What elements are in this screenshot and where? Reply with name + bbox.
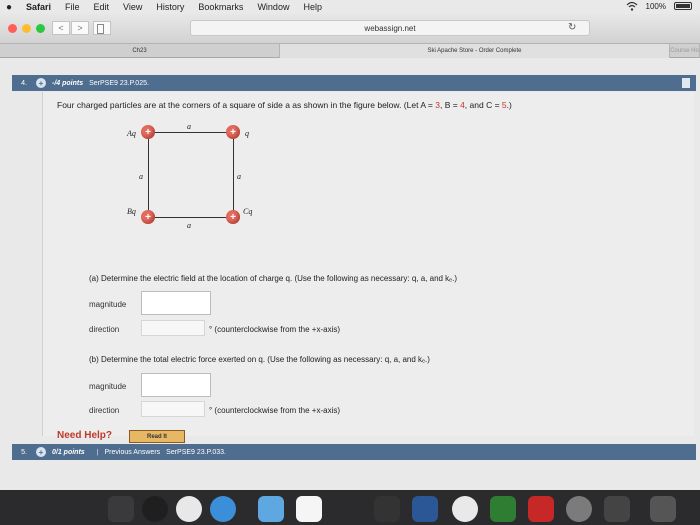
itunes-icon[interactable]: [528, 496, 554, 522]
menu-safari[interactable]: Safari: [26, 2, 52, 12]
part-a-magnitude-label: magnitude: [89, 300, 127, 309]
charge-label-q: q: [245, 129, 249, 138]
system-preferences-icon[interactable]: [566, 496, 592, 522]
question-points: -/4 points: [52, 79, 84, 87]
menu-history[interactable]: History: [156, 2, 185, 12]
side-label-left: a: [139, 172, 143, 181]
question-number: 4.: [21, 79, 27, 87]
menu-view[interactable]: View: [123, 2, 143, 12]
close-window-button[interactable]: [8, 24, 17, 33]
mail-icon[interactable]: [258, 496, 284, 522]
menu-bookmarks[interactable]: Bookmarks: [198, 2, 244, 12]
browser-toolbar: [0, 14, 700, 44]
messages-icon[interactable]: [490, 496, 516, 522]
menu-bar: [0, 0, 700, 14]
wifi-icon[interactable]: [626, 1, 638, 11]
charge-square-diagram: [123, 120, 253, 250]
menu-edit[interactable]: Edit: [93, 2, 110, 12]
square-left-edge: [148, 132, 149, 218]
part-a-direction-unit: ° (counterclockwise from the +x-axis): [209, 325, 341, 334]
expand-plus-icon[interactable]: +: [36, 447, 46, 457]
address-bar[interactable]: [190, 20, 590, 36]
charge-bottom-left: +: [141, 210, 155, 224]
dock: [0, 490, 700, 525]
reload-icon[interactable]: ↻: [568, 22, 577, 33]
word-icon[interactable]: [412, 496, 438, 522]
part-a-magnitude-input[interactable]: [141, 291, 211, 315]
charge-label-bq: Bq: [127, 207, 136, 216]
steam-icon[interactable]: [604, 496, 630, 522]
bookmark-icon[interactable]: [682, 78, 690, 88]
battery-percent: 100%: [645, 1, 666, 11]
part-b-magnitude-input[interactable]: [141, 373, 211, 397]
square-top-edge: [148, 132, 234, 133]
menu-file[interactable]: File: [65, 2, 80, 12]
prompt-text: , and C =: [464, 100, 502, 110]
tab-label: Course Ho: [670, 48, 699, 54]
battery-icon[interactable]: [674, 2, 692, 10]
finder-icon[interactable]: [108, 496, 134, 522]
side-label-bottom: a: [187, 221, 191, 230]
url-text: webassign.net: [364, 23, 416, 33]
square-bottom-edge: [148, 217, 234, 218]
part-b-direction-label: direction: [89, 406, 120, 415]
onenote-icon[interactable]: [374, 496, 400, 522]
webassign-page: [0, 58, 700, 490]
question-points: 0/1 points: [52, 448, 85, 456]
expand-plus-icon[interactable]: +: [36, 78, 46, 88]
tab-ski-apache[interactable]: [280, 44, 670, 58]
need-help-label: Need Help?: [57, 430, 113, 441]
part-a-text: (a) Determine the electric field at the location of charge q. (Use the following as necessary: q, a, and kₑ.): [89, 274, 458, 283]
menu-window[interactable]: Window: [257, 2, 290, 12]
part-b-direction-input[interactable]: [141, 401, 205, 417]
launchpad-icon[interactable]: [142, 496, 168, 522]
square-right-edge: [233, 132, 234, 218]
part-b-magnitude-label: magnitude: [89, 382, 127, 391]
charge-label-cq: Cq: [243, 207, 253, 216]
menu-help[interactable]: Help: [303, 2, 322, 12]
charge-top-right: +: [226, 125, 240, 139]
forward-button[interactable]: >: [71, 21, 89, 35]
part-b-text: (b) Determine the total electric force exerted on q. (Use the following as necessary: q, a, and kₑ.): [89, 355, 430, 364]
apple-icon[interactable]: ●: [6, 1, 13, 13]
value-b: 4: [460, 100, 465, 110]
app-store-icon[interactable]: [210, 496, 236, 522]
tab-label: Ch23: [132, 48, 147, 54]
prompt-text: Four charged particles are at the corners of a square of side a as shown in the figure below. (Let A =: [57, 100, 436, 110]
photos-icon[interactable]: [452, 496, 478, 522]
read-it-button[interactable]: Read It: [129, 430, 185, 443]
side-label-top: a: [187, 122, 191, 131]
safari-icon[interactable]: [176, 496, 202, 522]
prompt-text: , B =: [439, 100, 461, 110]
calendar-icon[interactable]: [296, 496, 322, 522]
back-button[interactable]: <: [52, 21, 70, 35]
question-prompt: [57, 100, 512, 110]
tab-ch23[interactable]: [0, 44, 280, 58]
sidebar-toggle-icon[interactable]: [93, 21, 111, 35]
part-a-direction-input[interactable]: [141, 320, 205, 336]
question-id: SerPSE9 23.P.025.: [89, 79, 149, 87]
window-controls: [8, 24, 45, 33]
prompt-text: .): [506, 100, 512, 110]
zoom-window-button[interactable]: [36, 24, 45, 33]
value-a: 3: [435, 100, 440, 110]
tab-bar: [0, 44, 700, 58]
value-c: 5: [501, 100, 507, 110]
question-id: SerPSE9 23.P.033.: [166, 448, 226, 456]
nav-buttons: [52, 21, 89, 35]
charge-label-aq: Aq: [127, 129, 136, 138]
question-4-header: [12, 75, 696, 91]
question-5-header: [12, 444, 696, 460]
tab-course-home[interactable]: [670, 44, 700, 58]
charge-top-left: +: [141, 125, 155, 139]
previous-answers-link[interactable]: Previous Answers: [104, 448, 161, 456]
side-label-right: a: [237, 172, 241, 181]
part-b-direction-unit: ° (counterclockwise from the +x-axis): [209, 406, 341, 415]
question-number: 5.: [21, 448, 27, 456]
question-4-body: [42, 92, 694, 441]
tab-label: Ski Apache Store - Order Complete: [427, 48, 522, 54]
part-a-direction-label: direction: [89, 325, 120, 334]
minimize-window-button[interactable]: [22, 24, 31, 33]
trash-icon[interactable]: [650, 496, 676, 522]
separator: |: [96, 448, 99, 456]
charge-bottom-right: +: [226, 210, 240, 224]
